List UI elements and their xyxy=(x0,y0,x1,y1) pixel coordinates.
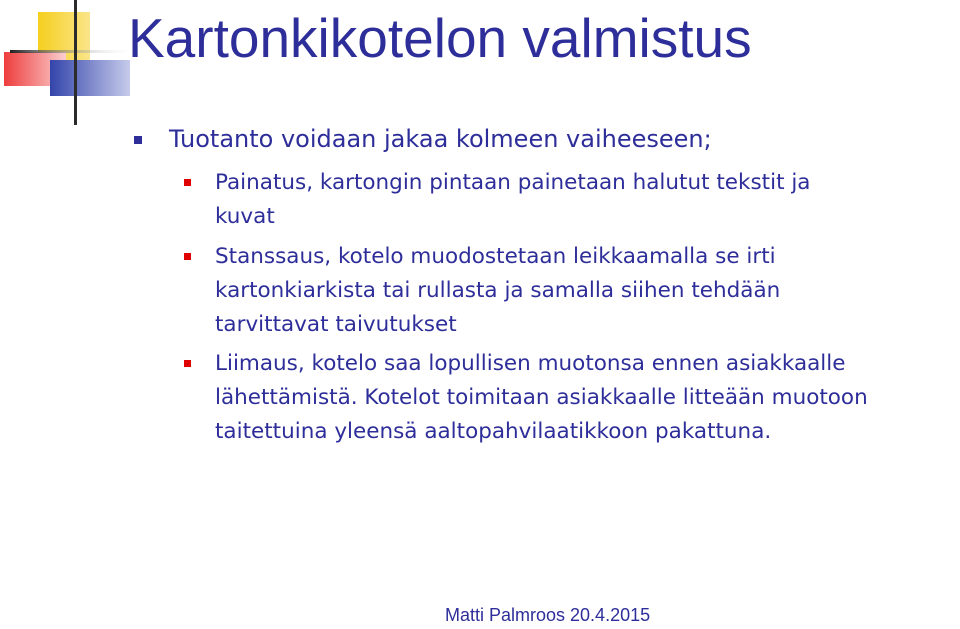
red-square-bullet-icon xyxy=(184,360,191,367)
slide-title: Kartonkikotelon valmistus xyxy=(128,7,752,69)
sub-bullet-item-gluing xyxy=(215,347,868,449)
sub-bullet-line: Painatus, kartongin pintaan painetaan halutut tekstit ja xyxy=(215,170,811,195)
main-bullet-text: Tuotanto voidaan jakaa kolmeen vaiheeseen; xyxy=(169,125,712,153)
sub-bullet-line: tarvittavat taivutukset xyxy=(215,312,457,337)
decorative-logo-icon xyxy=(0,0,140,125)
sub-bullet-line: Liimaus, kotelo saa lopullisen muotonsa ennen asiakkaalle xyxy=(215,351,846,376)
main-bullet-item xyxy=(169,122,712,156)
blue-square-bullet-icon xyxy=(134,136,142,144)
red-square-bullet-icon xyxy=(184,253,191,260)
sub-bullet-item-die-cutting xyxy=(215,240,780,342)
sub-bullet-line: taitettuina yleensä aaltopahvilaatikkoon pakattuna. xyxy=(215,419,772,444)
sub-bullet-item-printing xyxy=(215,166,810,234)
sub-bullet-line: kuvat xyxy=(215,204,275,229)
sub-bullet-line: kartonkiarkista tai rullasta ja samalla siihen tehdään xyxy=(215,278,781,303)
sub-bullet-line: lähettämistä. Kotelot toimitaan asiakkaalle litteään muotoon xyxy=(215,385,868,410)
slide-footer: Matti Palmroos 20.4.2015 xyxy=(445,605,651,625)
red-square-bullet-icon xyxy=(184,179,191,186)
sub-bullet-line: Stanssaus, kotelo muodostetaan leikkaamalla se irti xyxy=(215,244,776,269)
